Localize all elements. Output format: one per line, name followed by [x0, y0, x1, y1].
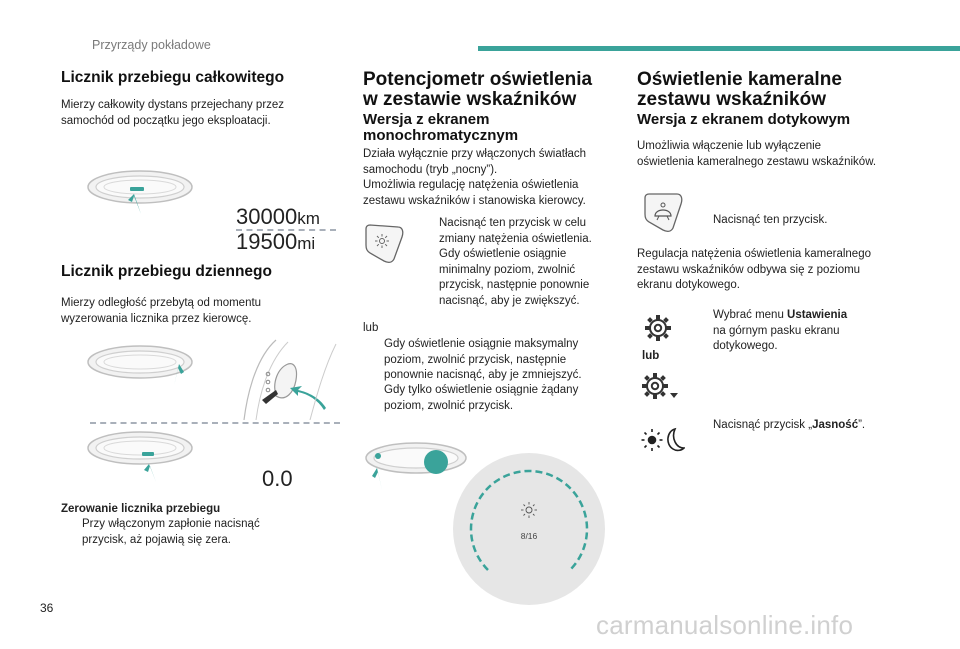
trip-section-divider	[90, 422, 340, 424]
dimmer-step-3: Gdy oświetlenie osiągnie maksymalny poziom, zwolnić przycisk, następnie ponownie nacisnąć, aby je zmniejszyć.	[384, 338, 582, 381]
odometer-body: Mierzy całkowity dystans przejechany przez samochód od początku jego eksploatacji.	[61, 99, 285, 127]
dimmer-step-2: Gdy oświetlenie osiągnie minimalny poziom, zwolnić przycisk, następnie ponownie nacisnąć, aby je zwiększyć.	[439, 248, 590, 307]
dimmer-subtitle: Wersja z ekranem monochromatycznym	[363, 111, 519, 144]
odometer-reading-km: 30000km	[236, 204, 320, 229]
trip-reset-illustration	[86, 426, 196, 486]
ambient-light-button-icon	[641, 190, 685, 236]
ambient-body-2: Regulacja natężenia oświetlenia kameralnego zestawu wskaźników odbywa się z poziomu ekranu dotykowego.	[637, 248, 871, 291]
brightness-dial	[452, 452, 606, 606]
odometer-title: Licznik przebiegu całkowitego	[61, 69, 285, 86]
ambient-body: Umożliwia włączenie lub wyłączenie oświetlenia kameralnego zestawu wskaźników.	[637, 140, 877, 168]
dimmer-step-1: Nacisnąć ten przycisk w celu zmiany natężenia oświetlenia.	[439, 217, 592, 245]
settings-menu-icon	[640, 371, 680, 403]
trip-reading: 0.0	[262, 466, 293, 491]
odometer-reading-mi: 19500mi	[236, 229, 316, 254]
dimmer-step-4: Gdy tylko oświetlenie osiągnie żądany poziom, zwolnić przycisk.	[384, 384, 579, 412]
header-accent-bar	[478, 46, 960, 51]
trip-title: Licznik przebiegu dziennego	[61, 263, 272, 280]
settings-gear-icon	[643, 313, 673, 343]
ambient-step-1: Nacisnąć ten przycisk.	[713, 214, 828, 226]
dimmer-body: Działa wyłącznie przy włączonych światłach samochodu (tryb „nocny”). Umożliwia regulację natężenia oświetlenia zestawu wskaźników i stanowiska kierowcy.	[363, 148, 587, 207]
section-header: Przyrządy pokładowe	[92, 38, 211, 52]
dimmer-button-icon	[364, 221, 406, 265]
dimmer-or-label: lub	[363, 322, 379, 334]
ambient-step-3: Nacisnąć przycisk „Jasność”.	[713, 419, 866, 431]
odometer-button-illustration	[86, 164, 196, 218]
page-number: 36	[40, 601, 54, 615]
trip-reset-title: Zerowanie licznika przebiegu	[61, 503, 221, 515]
dimmer-title: Potencjometr oświetlenia w zestawie wskaźników	[363, 69, 593, 110]
dial-value: 8/16	[520, 531, 538, 541]
steering-column-illustration	[236, 338, 340, 420]
ambient-or-label: lub	[642, 350, 660, 362]
ambient-title: Oświetlenie kameralne zestawu wskaźników	[637, 69, 842, 110]
trip-button-illustration	[86, 342, 196, 396]
ambient-step-2: Wybrać menu Ustawienia na górnym pasku ekranu dotykowego.	[713, 309, 848, 352]
brightness-sun-moon-icon	[641, 426, 685, 454]
watermark: carmanualsonline.info	[596, 610, 854, 640]
ambient-subtitle: Wersja z ekranem dotykowym	[637, 111, 851, 128]
trip-body: Mierzy odległość przebytą od momentu wyzerowania licznika przez kierowcę.	[61, 297, 262, 325]
trip-reset-step: Przy włączonym zapłonie nacisnąć przycisk, aż pojawią się zera.	[82, 518, 260, 546]
